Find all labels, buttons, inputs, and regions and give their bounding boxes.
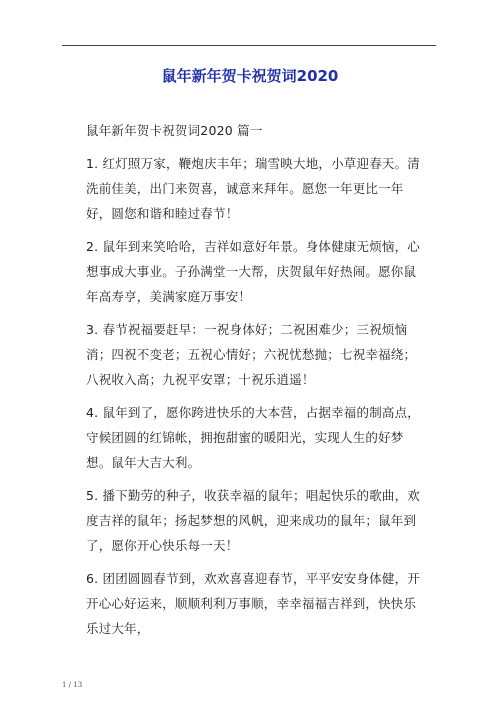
document-body — [86, 118, 426, 649]
document-title: 鼠年新年贺卡祝贺词2020 — [161, 67, 339, 85]
header-rule — [62, 45, 436, 46]
paragraph-1: 1. 红灯照万家，鞭炮庆丰年；瑞雪映大地，小草迎春天。清洗前佳美，出门来贺喜，诚意来拜年。愿您一年更比一年好，圆您和谐和睦过春节！ — [86, 156, 421, 221]
page-indicator: 1 / 13 — [62, 681, 83, 689]
paragraph-3: 3. 春节祝福要赶早：一祝身体好；二祝困难少；三祝烦恼消；四祝不变老；五祝心情好；六祝忧愁抛；七祝幸福绕；八祝收入高；九祝平安罩；十祝乐逍遥！ — [86, 322, 417, 387]
paragraph-2: 2. 鼠年到来笑哈哈，吉祥如意好年景。身体健康无烦恼，心想事成大事业。子孙满堂一大帮，庆贺鼠年好热闹。愿你鼠年高寿亨，美满家庭万事安！ — [86, 239, 421, 304]
section-subtitle: 鼠年新年贺卡祝贺词2020 篇一 — [86, 123, 263, 138]
paragraph-5: 5. 播下勤劳的种子，收获幸福的鼠年；唱起快乐的歌曲，欢度吉祥的鼠年；扬起梦想的风帆，迎来成功的鼠年；鼠年到了，愿你开心快乐每一天！ — [86, 488, 421, 553]
paragraph-6: 6. 团团圆圆春节到，欢欢喜喜迎春节，平平安安身体健，开开心心好运来，顺顺利利万事顺，幸幸福福吉祥到，快快乐乐过大年， — [86, 571, 421, 636]
paragraph-4: 4. 鼠年到了，愿你跨进快乐的大本营，占据幸福的制高点，守候团圆的红锦帐，拥抱甜蜜的暖阳光，实现人生的好梦想。鼠年大吉大利。 — [86, 405, 421, 470]
